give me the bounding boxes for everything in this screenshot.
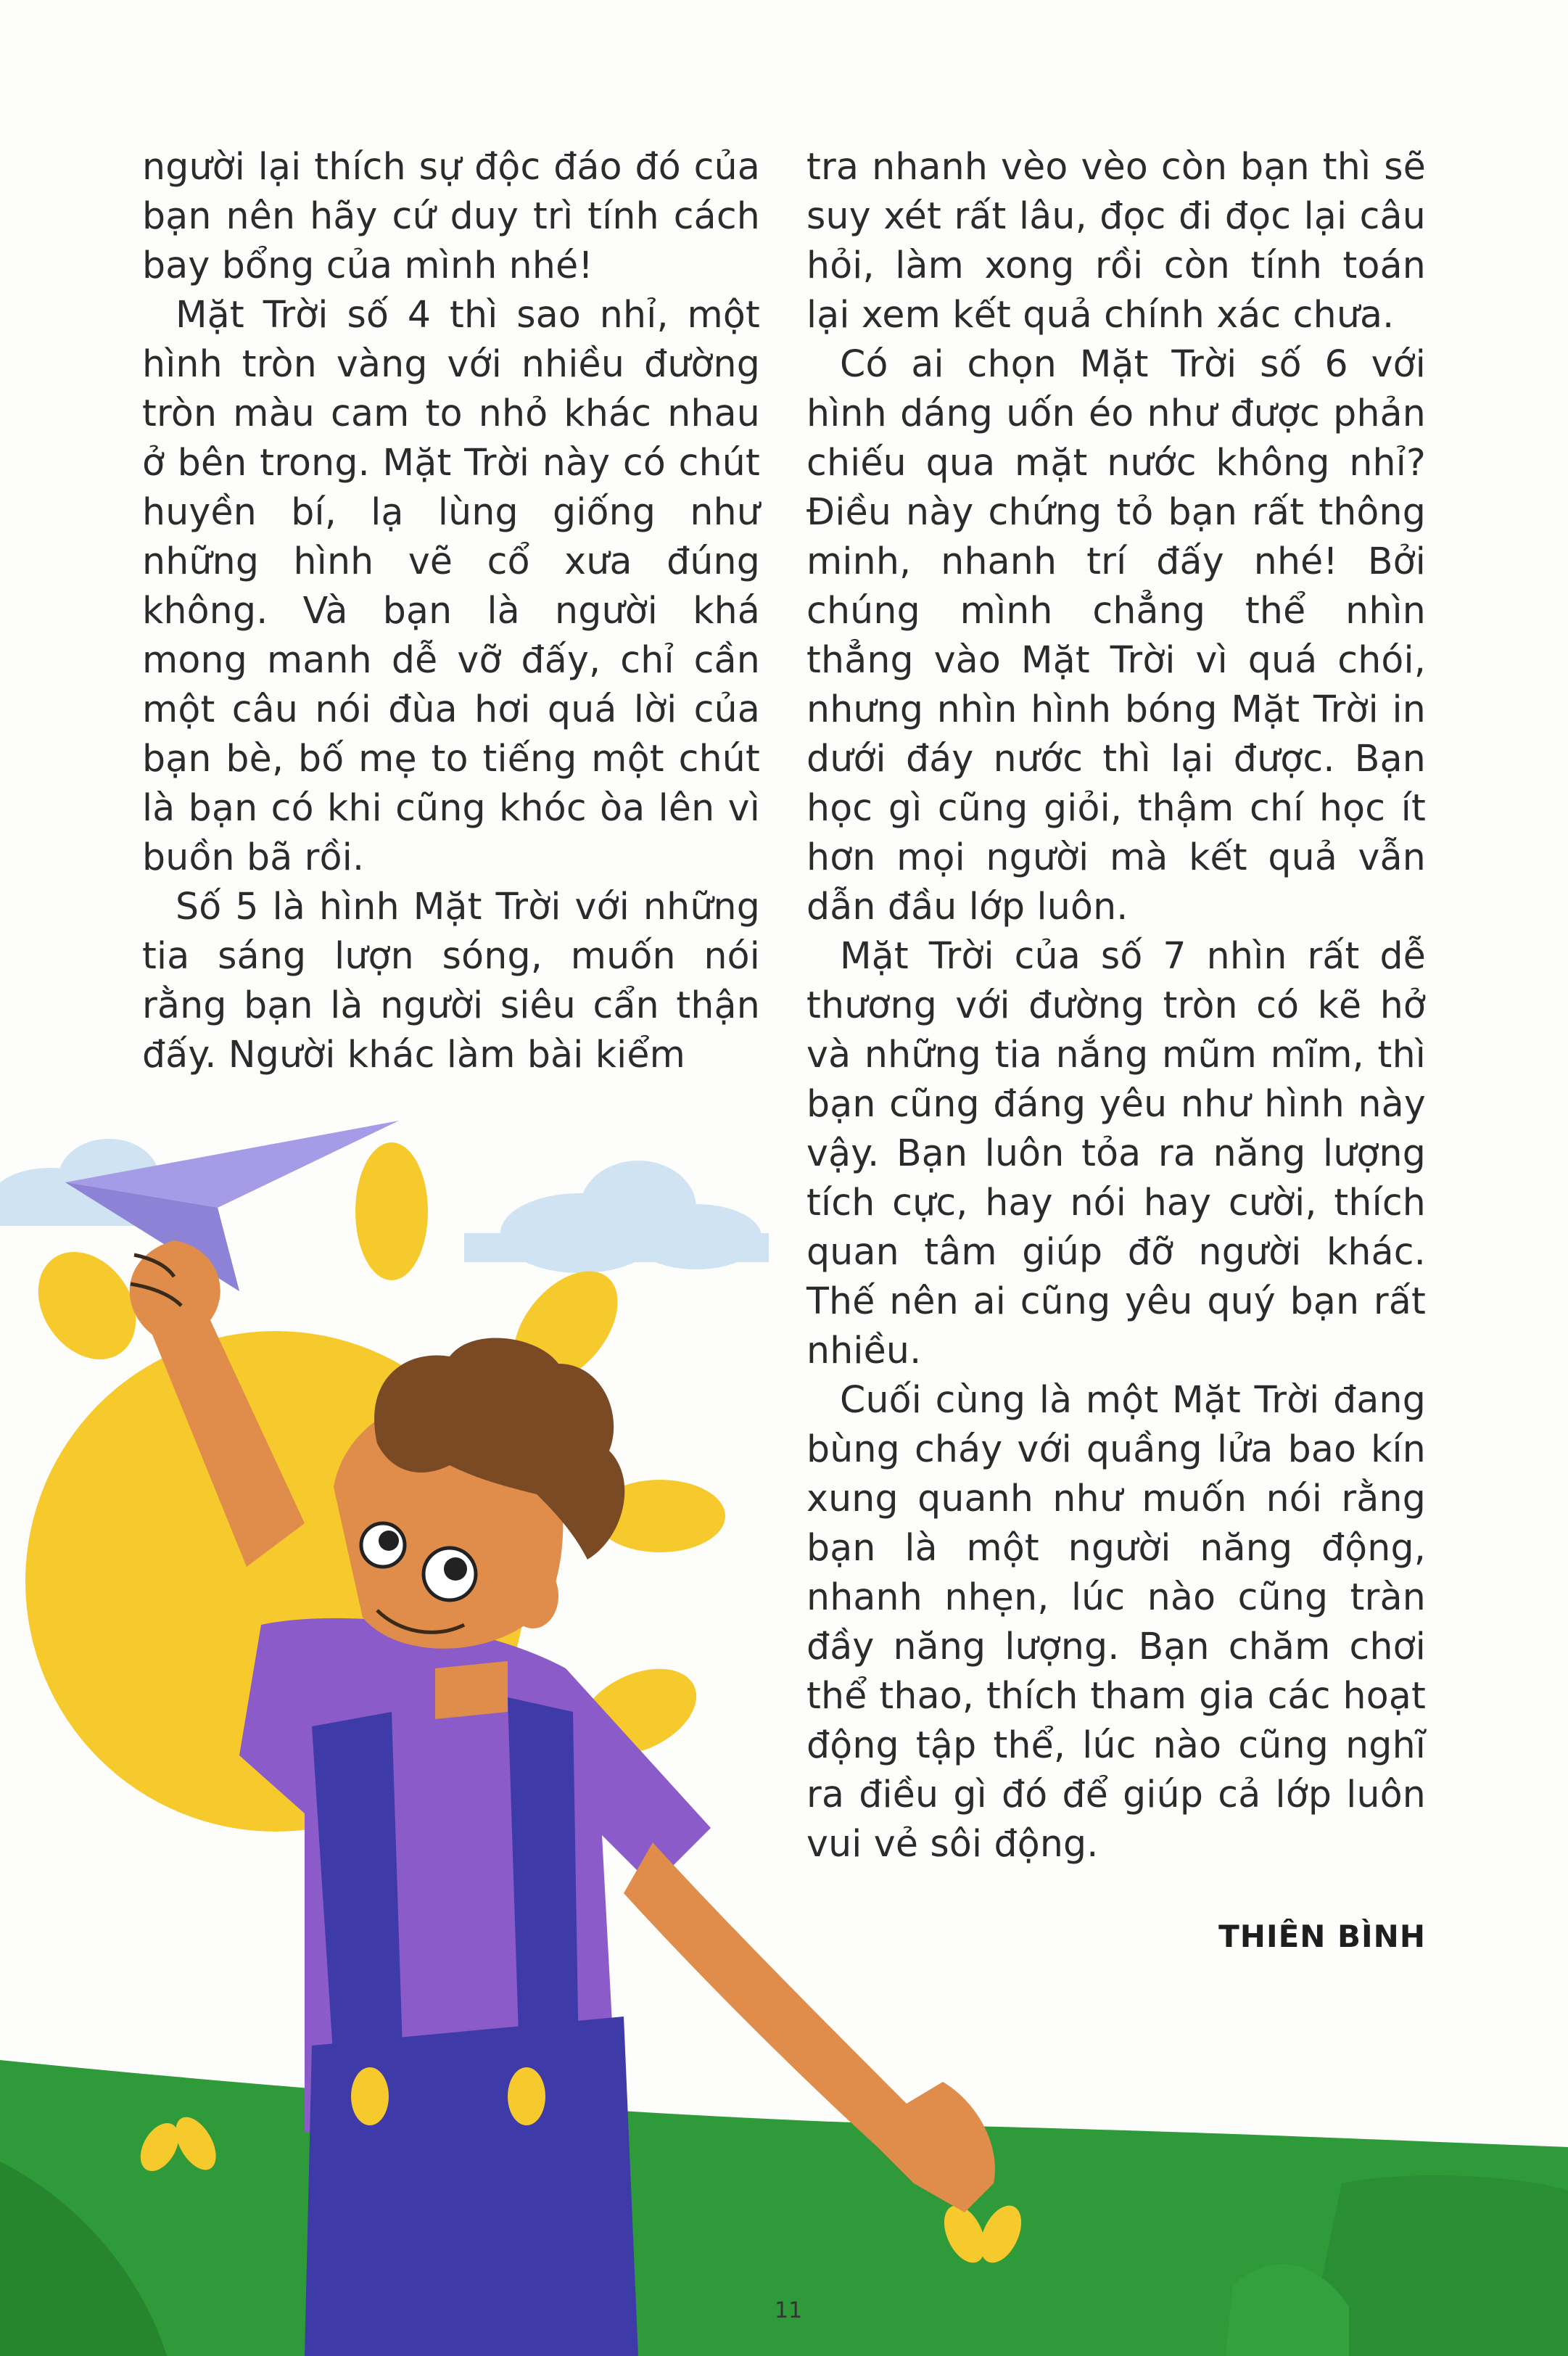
- paragraph: Có ai chọn Mặt Trời số 6 với hình dáng uốn éo như được phản chiếu qua mặt nước không nhỉ? Điều này chứng tỏ bạn rất thông minh, nhanh trí đấy nhé! Bởi chúng mình chẳng thể nhìn thẳng vào Mặt Trời vì quá chói, nhưng nhìn hình bóng Mặt Trời in dưới đáy nước thì lại được. Bạn học gì cũng giỏi, thậm chí học ít hơn mọi người mà kết quả vẫn dẫn đầu lớp luôn.: [806, 342, 1426, 928]
- paragraph: Mặt Trời của số 7 nhìn rất dễ thương với đường tròn có kẽ hở và những tia nắng mũm mĩm, thì bạn cũng đáng yêu như hình này vậy. Bạn luôn tỏa ra năng lượng tích cực, hay nói hay cười, thích quan tâm giúp đỡ người khác. Thế nên ai cũng yêu quý bạn rất nhiều.: [806, 934, 1426, 1372]
- paragraph: Số 5 là hình Mặt Trời với những tia sáng lượn sóng, muốn nói rằng bạn là người siêu cẩn thận đấy. Người khác làm bài kiểm: [142, 885, 760, 1076]
- paragraph: Mặt Trời số 4 thì sao nhỉ, một hình tròn vàng với nhiều đường tròn màu cam to nhỏ khác nhau ở bên trong. Mặt Trời này có chút huyền bí, lạ lùng giống như những hình vẽ cổ xưa đúng không. Và bạn là người khá mong manh dễ vỡ đấy, chỉ cần một câu nói đùa hơi quá lời của bạn bè, bố mẹ to tiếng một chút là bạn có khi cũng khóc òa lên vì buồn bã rồi.: [142, 293, 760, 878]
- article-column-left: [142, 142, 760, 1079]
- paragraph: người lại thích sự độc đáo đó của bạn nên hãy cứ duy trì tính cách bay bổng của mình nhé!: [142, 145, 760, 287]
- paragraph: tra nhanh vèo vèo còn bạn thì sẽ suy xét rất lâu, đọc đi đọc lại câu hỏi, làm xong rồi còn tính toán lại xem kết quả chính xác chưa.: [806, 145, 1426, 336]
- author-name: THIÊN BÌNH: [1218, 1919, 1426, 1954]
- page-number: 11: [775, 2298, 803, 2323]
- cloud-right: [464, 1161, 769, 1273]
- paragraph: Cuối cùng là một Mặt Trời đang bùng cháy với quầng lửa bao kín xung quanh như muốn nói rằng bạn là một người năng động, nhanh nhẹn, lúc nào cũng tràn đầy năng lượng. Bạn chăm chơi thể thao, thích tham gia các hoạt động tập thể, lúc nào cũng nghĩ ra điều gì đó để giúp cả lớp luôn vui vẻ sôi động.: [806, 1378, 1426, 1865]
- article-column-right: [806, 142, 1426, 1869]
